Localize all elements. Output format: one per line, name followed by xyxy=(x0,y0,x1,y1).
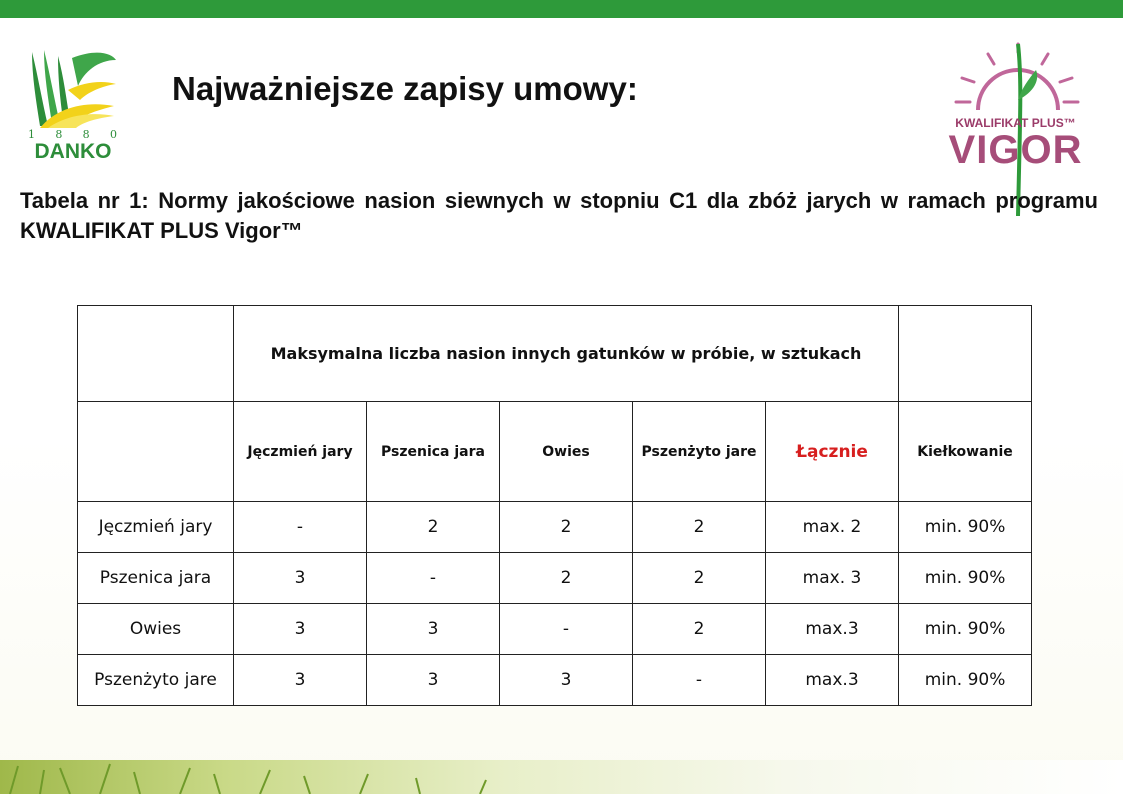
table-empty-header-cell xyxy=(899,306,1032,402)
row-label: Pszenżyto jare xyxy=(78,655,234,706)
grass-decoration-icon xyxy=(0,760,600,794)
table-main-header: Maksymalna liczba nasion innych gatunków w próbie, w sztukach xyxy=(234,306,899,402)
page-title: Najważniejsze zapisy umowy: xyxy=(172,70,638,107)
row-label: Pszenica jara xyxy=(78,553,234,604)
vigor-logo-small-text: KWALIFIKAT PLUS™ xyxy=(955,116,1076,130)
column-header: Kiełkowanie xyxy=(899,402,1032,502)
table-cell: - xyxy=(500,604,633,655)
top-accent-bar xyxy=(0,0,1123,18)
table-row xyxy=(78,502,1032,553)
table-row xyxy=(78,655,1032,706)
table-header-row xyxy=(78,306,1032,402)
table-cell: max.3 xyxy=(766,604,899,655)
column-header: Pszenica jara xyxy=(367,402,500,502)
table-cell: - xyxy=(367,553,500,604)
table-corner-cell xyxy=(78,402,234,502)
table-row xyxy=(78,553,1032,604)
table-cell: 2 xyxy=(633,604,766,655)
table-cell: 3 xyxy=(234,655,367,706)
year-digit: 8 xyxy=(55,128,64,141)
table-cell: 2 xyxy=(500,502,633,553)
year-digit: 0 xyxy=(109,128,118,141)
row-label: Jęczmień jary xyxy=(78,502,234,553)
table-cell: 3 xyxy=(234,553,367,604)
table-cell: max.3 xyxy=(766,655,899,706)
column-header-total: Łącznie xyxy=(766,402,899,502)
table-cell: 3 xyxy=(234,604,367,655)
table-cell: max. 3 xyxy=(766,553,899,604)
table-cell: 2 xyxy=(633,553,766,604)
column-header: Jęczmień jary xyxy=(234,402,367,502)
table-cell: 3 xyxy=(367,655,500,706)
table-corner-cell xyxy=(78,306,234,402)
danko-name: DANKO xyxy=(34,140,112,163)
quality-norms-table xyxy=(77,305,1032,706)
table-cell: 3 xyxy=(367,604,500,655)
table-cell: min. 90% xyxy=(899,604,1032,655)
table-cell: max. 2 xyxy=(766,502,899,553)
table-cell: - xyxy=(234,502,367,553)
danko-logo xyxy=(28,46,118,164)
table-cell: - xyxy=(633,655,766,706)
table-cell: 2 xyxy=(633,502,766,553)
table-column-header-row xyxy=(78,402,1032,502)
table-cell: min. 90% xyxy=(899,502,1032,553)
table-cell: min. 90% xyxy=(899,655,1032,706)
year-digit: 8 xyxy=(82,128,91,141)
table-row xyxy=(78,604,1032,655)
column-header: Pszenżyto jare xyxy=(633,402,766,502)
table-cell: 2 xyxy=(500,553,633,604)
table-cell: 3 xyxy=(500,655,633,706)
table-cell: 2 xyxy=(367,502,500,553)
vigor-logo-big-text: VIGOR xyxy=(948,128,1083,172)
year-digit: 1 xyxy=(28,128,36,141)
table-caption: Tabela nr 1: Normy jakościowe nasion siewnych w stopniu C1 dla zbóż jarych w ramach programu KWALIFIKAT PLUS Vigor™ xyxy=(20,188,1098,243)
table-cell: min. 90% xyxy=(899,553,1032,604)
danko-wheat-icon xyxy=(28,46,118,128)
column-header: Owies xyxy=(500,402,633,502)
row-label: Owies xyxy=(78,604,234,655)
